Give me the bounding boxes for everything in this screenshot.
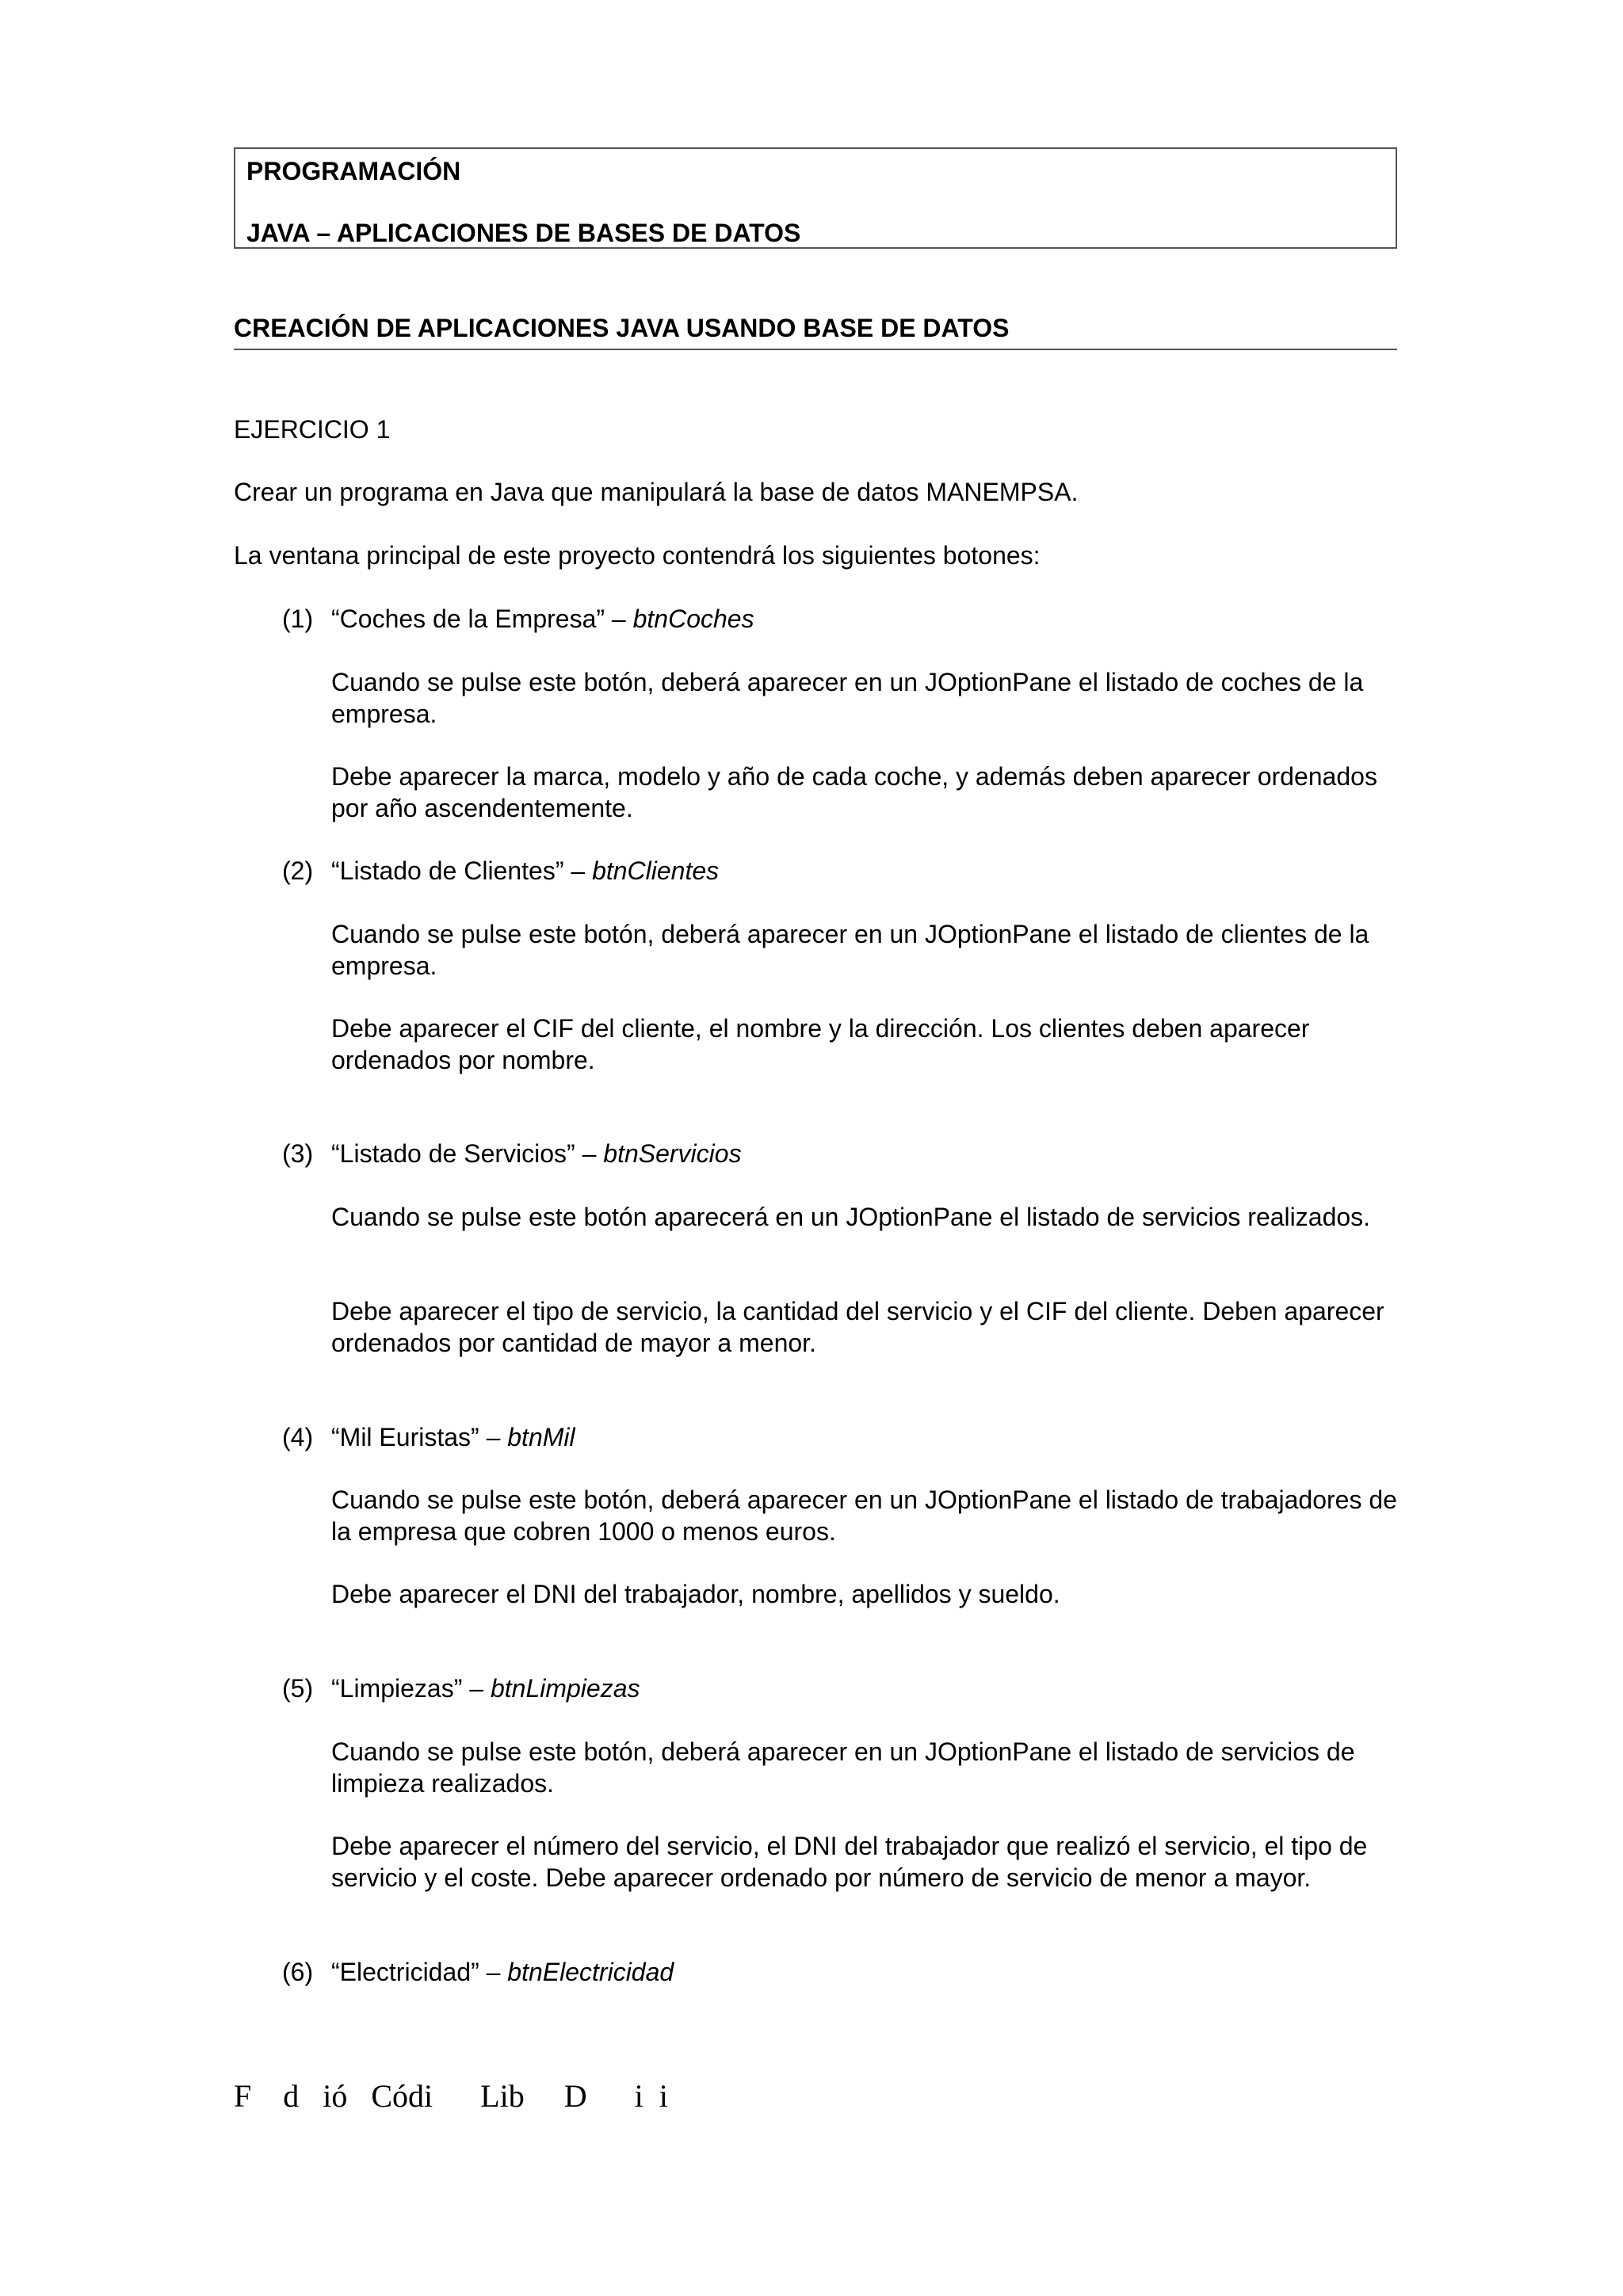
item-paragraph: Debe aparecer el tipo de servicio, la cantidad del servicio y el CIF del cliente. Deben aparecer ordenados por cantidad de mayor a menor. — [331, 1297, 1384, 1357]
item-title — [331, 603, 754, 635]
item-code: btnServicios — [603, 1139, 742, 1168]
item-label: “Limpiezas” – — [331, 1674, 491, 1703]
item-number: (6) — [282, 1958, 314, 1986]
item-label: “Electricidad” – — [331, 1958, 508, 1986]
item-label: “Mil Euristas” – — [331, 1423, 508, 1451]
item-code: btnLimpiezas — [490, 1674, 640, 1703]
page-footer: F d ió Códi Lib D i i — [234, 2078, 668, 2114]
item-paragraph: Debe aparecer el número del servicio, el DNI del trabajador que realizó el servicio, el tipo de servicio y el coste. Debe aparecer ordenado por número de servicio de menor a mayor. — [331, 1832, 1368, 1892]
item-paragraph: Cuando se pulse este botón, deberá aparecer en un JOptionPane el listado de servicios de limpieza realizados. — [331, 1737, 1355, 1798]
section-title: CREACIÓN DE APLICACIONES JAVA USANDO BASE DE DATOS — [234, 312, 1397, 350]
item-title — [331, 1421, 575, 1453]
item-label: “Listado de Clientes” – — [331, 856, 593, 885]
intro-paragraph: La ventana principal de este proyecto contendrá los siguientes botones: — [234, 541, 1041, 570]
item-paragraph: Cuando se pulse este botón aparecerá en un JOptionPane el listado de servicios realizados. — [331, 1203, 1371, 1231]
header-box — [234, 147, 1397, 249]
item-paragraph: Cuando se pulse este botón, deberá aparecer en un JOptionPane el listado de coches de la empresa. — [331, 668, 1364, 728]
intro-paragraph: Crear un programa en Java que manipulará la base de datos MANEMPSA. — [234, 478, 1079, 506]
item-number: (1) — [282, 605, 314, 633]
course-title: PROGRAMACIÓN — [246, 157, 461, 185]
item-code: btnElectricidad — [507, 1958, 674, 1986]
course-subtitle: JAVA – APLICACIONES DE BASES DE DATOS — [246, 219, 801, 247]
item-number: (5) — [282, 1674, 314, 1703]
item-title — [331, 1672, 640, 1704]
item-title — [331, 1956, 674, 1988]
exercise-heading: EJERCICIO 1 — [234, 415, 391, 444]
item-number: (4) — [282, 1423, 314, 1451]
item-code: btnCoches — [632, 605, 754, 633]
item-paragraph: Debe aparecer la marca, modelo y año de cada coche, y además deben aparecer ordenados por año ascendentemente. — [331, 762, 1377, 822]
item-code: btnClientes — [592, 856, 720, 885]
item-title — [331, 855, 719, 887]
item-number: (3) — [282, 1139, 314, 1168]
item-paragraph: Debe aparecer el DNI del trabajador, nombre, apellidos y sueldo. — [331, 1580, 1060, 1608]
item-code: btnMil — [507, 1423, 575, 1451]
item-title — [331, 1138, 742, 1169]
item-label: “Listado de Servicios” – — [331, 1139, 604, 1168]
item-paragraph: Cuando se pulse este botón, deberá aparecer en un JOptionPane el listado de clientes de la empresa. — [331, 920, 1369, 980]
item-number: (2) — [282, 856, 314, 885]
item-label: “Coches de la Empresa” – — [331, 605, 633, 633]
item-paragraph: Debe aparecer el CIF del cliente, el nombre y la dirección. Los clientes deben aparecer ordenados por nombre. — [331, 1014, 1310, 1074]
item-paragraph: Cuando se pulse este botón, deberá aparecer en un JOptionPane el listado de trabajadores de la empresa que cobren 1000 o menos euros. — [331, 1486, 1397, 1546]
